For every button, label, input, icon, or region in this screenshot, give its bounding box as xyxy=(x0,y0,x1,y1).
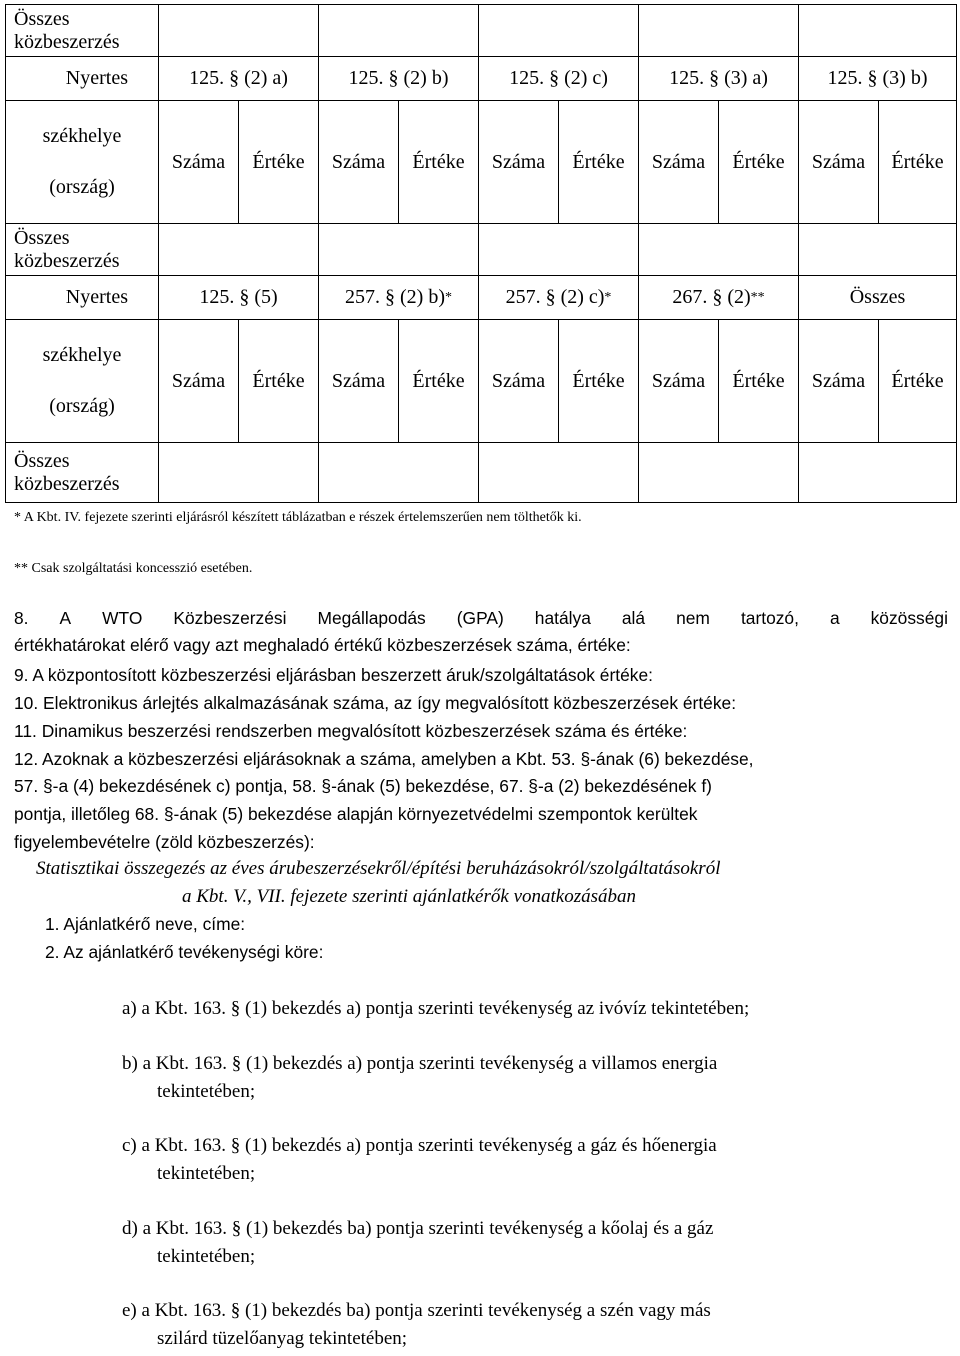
group-header-text: Összes xyxy=(849,286,906,308)
activity-d-line2: tekintetében; xyxy=(157,1246,256,1267)
count-header: Száma xyxy=(639,320,719,443)
empty-cell xyxy=(319,5,479,57)
word: tartozó, xyxy=(740,608,799,628)
activity-b-line1: b) a Kbt. 163. § (1) bekezdés a) pontja szerinti tevékenység a villamos energia xyxy=(122,1053,718,1074)
paragraph-12-line4: figyelembevételre (zöld közbeszerzés): xyxy=(14,832,315,852)
value-header: Értéke xyxy=(719,101,799,224)
paragraph-12-line1: 12. Azoknak a közbeszerzési eljárásoknak a száma, amelyben a Kbt. 53. §-ának (6) bekezdése, xyxy=(14,749,754,769)
word: Megállapodás xyxy=(317,608,426,628)
footnote-mark: ** xyxy=(750,290,765,305)
table-row xyxy=(6,443,957,503)
group-header-text: 257. § (2) c) xyxy=(505,286,605,308)
table-header-row xyxy=(6,57,957,101)
table-row xyxy=(6,5,957,57)
seat-label xyxy=(6,101,159,224)
value-header: Értéke xyxy=(399,320,479,443)
group-header: 125. § (2) b) xyxy=(319,57,479,101)
empty-cell xyxy=(159,5,319,57)
item-1: 1. Ajánlatkérő neve, címe: xyxy=(45,914,246,934)
table-row xyxy=(6,320,957,443)
count-header: Száma xyxy=(799,101,879,224)
empty-cell xyxy=(479,224,639,276)
empty-cell xyxy=(479,5,639,57)
value-header: Értéke xyxy=(239,320,319,443)
activity-c-line1: c) a Kbt. 163. § (1) bekezdés a) pontja szerinti tevékenység a gáz és hőenergia xyxy=(122,1135,717,1156)
group-header xyxy=(639,276,799,320)
paragraph-11: 11. Dinamikus beszerzési rendszerben megvalósított közbeszerzések száma és értéke: xyxy=(14,721,688,741)
group-header: 125. § (3) a) xyxy=(639,57,799,101)
group-header: 125. § (2) c) xyxy=(479,57,639,101)
empty-cell xyxy=(319,224,479,276)
count-header: Száma xyxy=(159,101,239,224)
empty-cell xyxy=(479,443,639,503)
paragraph-8-line2: értékhatárokat elérő vagy azt meghaladó értékű közbeszerzések száma, értéke: xyxy=(14,635,631,655)
value-header: Értéke xyxy=(879,101,957,224)
value-header: Értéke xyxy=(559,320,639,443)
table-row xyxy=(6,224,957,276)
paragraph-12-line3: pontja, illetőleg 68. §-ának (5) bekezdése alapján környezetvédelmi szempontok kerültek xyxy=(14,804,698,824)
winner-label: Nyertes xyxy=(6,276,159,320)
group-header: 125. § (3) b) xyxy=(799,57,957,101)
paragraph-9: 9. A központosított közbeszerzési eljárásban beszerzett áruk/szolgáltatások értéke: xyxy=(14,665,653,685)
paragraph-8-line1 xyxy=(14,608,948,629)
seat-label xyxy=(6,320,159,443)
value-header: Értéke xyxy=(399,101,479,224)
count-header: Száma xyxy=(479,320,559,443)
empty-cell xyxy=(159,224,319,276)
section-heading-line1: Statisztikai összegezés az éves árubeszerzésekről/építési beruházásokról/szolgáltatásokról xyxy=(36,858,721,879)
group-header-text: 257. § (2) b) xyxy=(345,286,445,308)
word: Közbeszerzési xyxy=(173,608,287,628)
value-header: Értéke xyxy=(559,101,639,224)
group-header xyxy=(319,276,479,320)
group-header: 125. § (2) a) xyxy=(159,57,319,101)
count-header: Száma xyxy=(319,320,399,443)
table-header-row xyxy=(6,276,957,320)
group-header xyxy=(799,276,957,320)
word: (GPA) xyxy=(456,608,504,628)
activity-e-line2: szilárd tüzelőanyag tekintetében; xyxy=(157,1328,408,1349)
paragraph-12-line2: 57. §-a (4) bekezdésének c) pontja, 58. §-ának (5) bekezdése, 67. §-a (2) bekezdésének f) xyxy=(14,776,712,796)
word: A xyxy=(59,608,72,628)
section-heading-line2: a Kbt. V., VII. fejezete szerinti ajánlatkérők vonatkozásában xyxy=(182,886,636,907)
table-row xyxy=(6,101,957,224)
seat-text: székhelye xyxy=(42,344,122,366)
paragraph-10: 10. Elektronikus árlejtés alkalmazásának száma, az így megvalósított közbeszerzések értéke: xyxy=(14,693,737,713)
word: WTO xyxy=(102,608,143,628)
count-header: Száma xyxy=(799,320,879,443)
total-label: Összes közbeszerzés xyxy=(6,443,159,503)
empty-cell xyxy=(799,224,957,276)
value-header: Értéke xyxy=(239,101,319,224)
empty-cell xyxy=(799,443,957,503)
count-header: Száma xyxy=(479,101,559,224)
total-label: Összes közbeszerzés xyxy=(6,5,159,57)
word: hatálya xyxy=(534,608,591,628)
word: alá xyxy=(621,608,646,628)
statistics-table xyxy=(5,4,957,503)
empty-cell xyxy=(639,443,799,503)
footnote-mark: * xyxy=(604,290,612,305)
activity-e-line1: e) a Kbt. 163. § (1) bekezdés ba) pontja szerinti tevékenység a szén vagy más xyxy=(122,1300,711,1321)
winner-label: Nyertes xyxy=(6,57,159,101)
count-header: Száma xyxy=(159,320,239,443)
activity-c-line2: tekintetében; xyxy=(157,1163,256,1184)
footnote-1: * A Kbt. IV. fejezete szerinti eljárásról készített táblázatban e részek értelemszerűen nem tölthetők ki. xyxy=(14,510,582,525)
empty-cell xyxy=(799,5,957,57)
value-header: Értéke xyxy=(719,320,799,443)
empty-cell xyxy=(639,224,799,276)
activity-b-line2: tekintetében; xyxy=(157,1081,256,1102)
total-label: Összes közbeszerzés xyxy=(6,224,159,276)
word: a xyxy=(829,608,840,628)
empty-cell xyxy=(159,443,319,503)
country-text: (ország) xyxy=(49,395,115,417)
empty-cell xyxy=(639,5,799,57)
activity-a: a) a Kbt. 163. § (1) bekezdés a) pontja szerinti tevékenység az ivóvíz tekintetében; xyxy=(122,998,750,1019)
activity-d-line1: d) a Kbt. 163. § (1) bekezdés ba) pontja szerinti tevékenység a kőolaj és a gáz xyxy=(122,1218,714,1239)
item-2: 2. Az ajánlatkérő tevékenységi köre: xyxy=(45,942,324,962)
value-header: Értéke xyxy=(879,320,957,443)
seat-text: székhelye xyxy=(42,125,122,147)
word: közösségi xyxy=(870,608,948,628)
count-header: Száma xyxy=(319,101,399,224)
group-header xyxy=(159,276,319,320)
footnote-mark: * xyxy=(444,290,452,305)
group-header xyxy=(479,276,639,320)
country-text: (ország) xyxy=(49,176,115,198)
word: nem xyxy=(676,608,710,628)
group-header-text: 125. § (5) xyxy=(199,286,278,308)
footnote-2: ** Csak szolgáltatási koncesszió esetében. xyxy=(14,561,253,576)
empty-cell xyxy=(319,443,479,503)
word: 8. xyxy=(14,608,29,628)
count-header: Száma xyxy=(639,101,719,224)
group-header-text: 267. § (2) xyxy=(672,286,751,308)
